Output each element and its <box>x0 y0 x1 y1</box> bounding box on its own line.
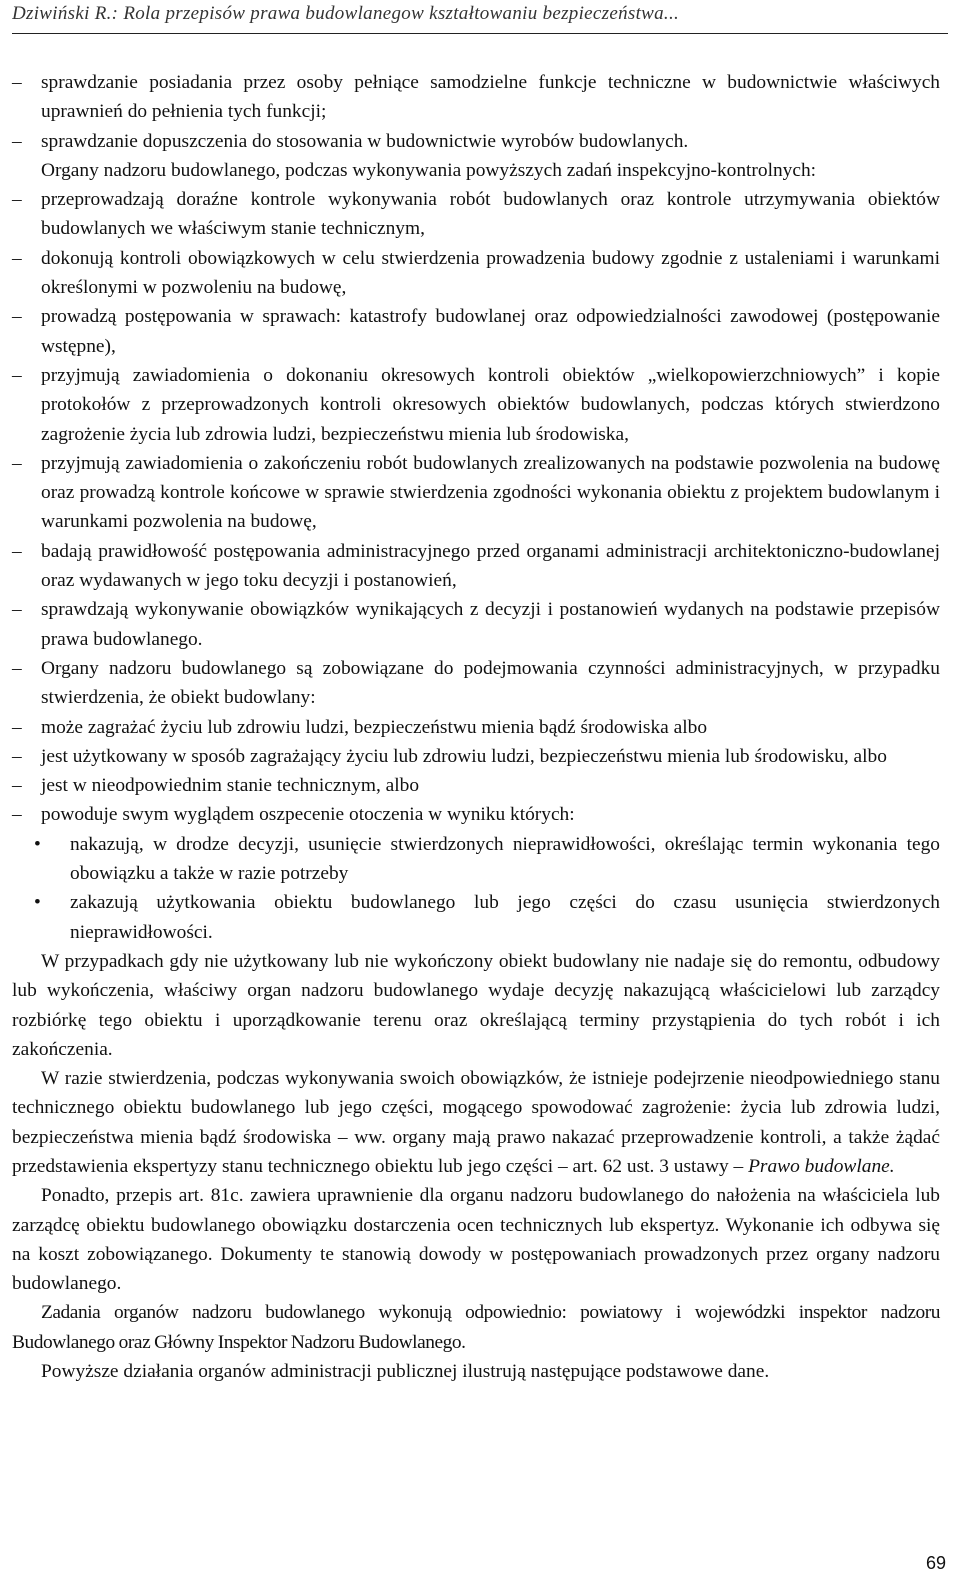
list-item-dash: – przyjmują zawiadomienia o zakończeniu robót budowlanych zrealizowanych na podstawie pozwolenia na budowę oraz prowadzą kontrole końcowe w sprawie stwierdzenia zgodności wykonania obiektu z projektem budowlanym i warunkami pozwolenia na budowę, <box>12 449 940 537</box>
running-header: Dziwiński R.: Rola przepisów prawa budowlanegow kształtowaniu bezpieczeństwa... <box>12 3 680 24</box>
paragraph-text: W razie stwierdzenia, podczas wykonywania swoich obowiązków, że istnieje podejrzenie nieodpowiedniego stanu technicznego obiektu budowlanego lub jego części, mogącego spowodować zagrożenie: życia lub zdrowia ludzi, bezpieczeństwa mienia bądź środowiska – ww. organy mają prawo nakazać przeprowadzenie kontroli, a także żądać przedstawienia ekspertyzy stanu technicznego obiektu lub jego części – art. 62 ust. 3 ustawy – <box>12 1068 940 1177</box>
list-item-dash: – sprawdzanie posiadania przez osoby pełniące samodzielne funkcje techniczne w budownictwie właściwych uprawnień do pełnienia tych funkcji; <box>12 68 940 127</box>
paragraph: Zadania organów nadzoru budowlanego wykonują odpowiednio: powiatowy i wojewódzki inspektor nadzoru Budowlanego oraz Główny Inspektor Nadzoru Budowlanego. <box>12 1302 940 1353</box>
list-item-dash: – może zagrażać życiu lub zdrowiu ludzi, bezpieczeństwu mienia bądź środowiska albo <box>12 713 940 742</box>
page-number: 69 <box>925 1553 946 1573</box>
paragraph <box>12 1064 940 1181</box>
page-body <box>12 68 940 1386</box>
list-item-dash: – Organy nadzoru budowlanego są zobowiązane do podejmowania czynności administracyjnych, w przypadku stwierdzenia, że obiekt budowlany: <box>12 654 940 713</box>
list-item-dash: – przyjmują zawiadomienia o dokonaniu okresowych kontroli obiektów „wielkopowierzchniowych” i kopie protokołów z przeprowadzonych kontroli okresowych obiektów budowlanych, podczas których stwierdzono zagrożenie życia lub zdrowia ludzi, bezpieczeństwu mienia lub środowiska, <box>12 361 940 449</box>
header-rule <box>12 33 948 34</box>
paragraph: Organy nadzoru budowlanego, podczas wykonywania powyższych zadań inspekcyjno-kontrolnych: <box>41 159 817 181</box>
list-item-dash: – sprawdzają wykonywanie obowiązków wynikających z decyzji i postanowień wydanych na podstawie przepisów prawa budowlanego. <box>12 595 940 654</box>
list-item-dash: – prowadzą postępowania w sprawach: katastrofy budowlanej oraz odpowiedzialności zawodowej (postępowanie wstępne), <box>12 302 940 361</box>
list-item-bullet: • zakazują użytkowania obiektu budowlanego lub jego części do czasu usunięcia stwierdzonych nieprawidłowości. <box>12 888 940 947</box>
list-item-dash: – sprawdzanie dopuszczenia do stosowania w budownictwie wyrobów budowlanych. <box>12 127 940 156</box>
act-title: Prawo budowlane. <box>748 1155 895 1177</box>
list-item-dash: – jest w nieodpowiednim stanie technicznym, albo <box>12 771 940 800</box>
list-item-dash: – badają prawidłowość postępowania administracyjnego przed organami administracji architektoniczno-budowlanej oraz wydawanych w jego toku decyzji i postanowień, <box>12 537 940 596</box>
paragraph: Powyższe działania organów administracji publicznej ilustrują następujące podstawowe dane. <box>41 1361 770 1383</box>
paragraph: W przypadkach gdy nie użytkowany lub nie wykończony obiekt budowlany nie nadaje się do remontu, odbudowy lub wykończenia, właściwy organ nadzoru budowlanego wydaje decyzję nakazującą właścicielowi lub zarządcy rozbiórkę tego obiektu i uporządkowanie terenu oraz określającą terminy przystąpienia do tych robót i ich zakończenia. <box>12 950 940 1060</box>
list-item-bullet: • nakazują, w drodze decyzji, usunięcie stwierdzonych nieprawidłowości, określając termin wykonania tego obowiązku a także w razie potrzeby <box>12 830 940 889</box>
list-item-dash: – dokonują kontroli obowiązkowych w celu stwierdzenia prowadzenia budowy zgodnie z ustaleniami i warunkami określonymi w pozwoleniu na budowę, <box>12 244 940 303</box>
list-item-dash: – jest użytkowany w sposób zagrażający życiu lub zdrowiu ludzi, bezpieczeństwu mienia lub środowisku, albo <box>12 742 940 771</box>
list-item-dash: – przeprowadzają doraźne kontrole wykonywania robót budowlanych oraz kontrole utrzymywania obiektów budowlanych we właściwym stanie technicznym, <box>12 185 940 244</box>
paragraph: Ponadto, przepis art. 81c. zawiera uprawnienie dla organu nadzoru budowlanego do nałożenia na właściciela lub zarządcę obiektu budowlanego obowiązku dostarczenia ocen technicznych lub ekspertyz. Wykonanie ich odbywa się na koszt zobowiązanego. Dokumenty te stanowią dowody w postępowaniach prowadzonych przez organy nadzoru budowlanego. <box>12 1185 940 1295</box>
list-item-dash: – powoduje swym wyglądem oszpecenie otoczenia w wyniku których: <box>12 800 940 829</box>
